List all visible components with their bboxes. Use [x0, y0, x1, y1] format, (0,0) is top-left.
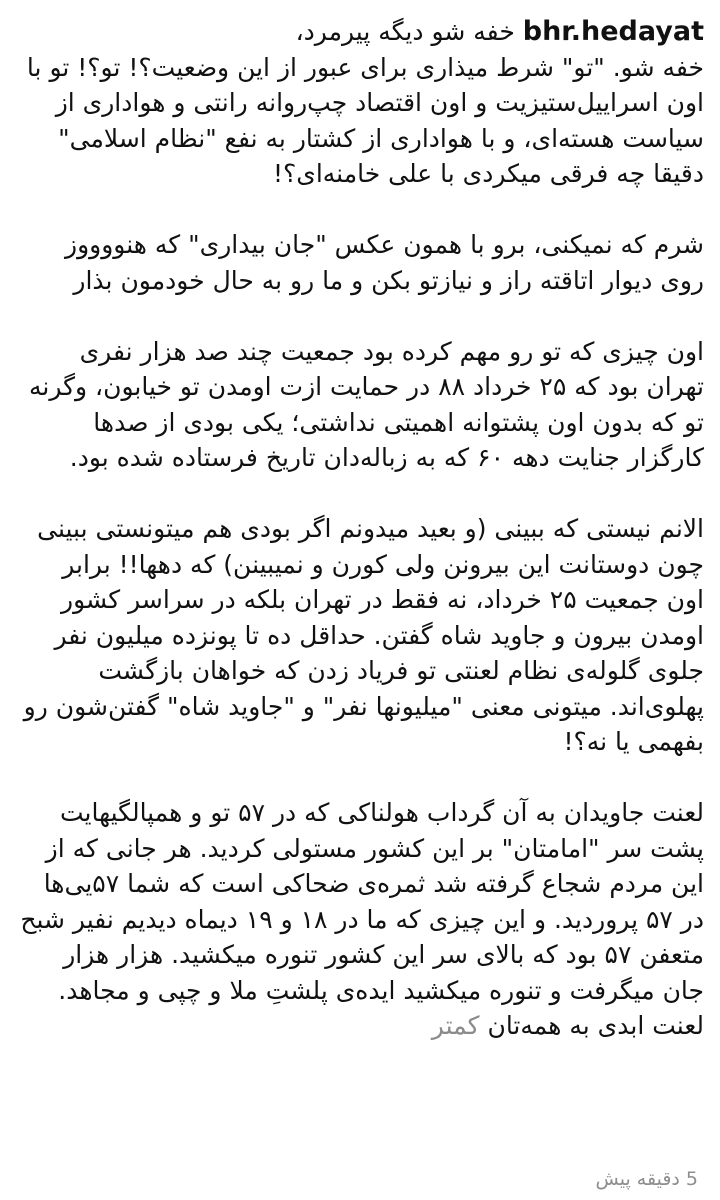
comment-paragraph: شرم که نمیکنی، برو با همون عکس "جان بیداری" که هنووووز روی دیوار اتاقته راز و نیازتو بکن و ما رو به حال خودمون بذار [65, 230, 704, 295]
paragraph-gap [20, 298, 704, 334]
comment-first-line [20, 14, 704, 50]
comment-last-line [20, 1008, 704, 1044]
comment-text-line: لعنت ابدی به همه‌تان [487, 1011, 704, 1040]
comment-timestamp: 5 دقیقه پیش [595, 1168, 698, 1190]
paragraph-gap [20, 476, 704, 512]
comment-paragraph: خفه شو. "تو" شرط میذاری برای عبور از این وضعیت؟! تو؟! تو با اون اسراییل‌ستیزیت و اون اقتصاد چپ‌روانه رانتی و هواداری از سیاست هسته‌ای، و با هواداری از کشتار به نفع "نظام اسلامی" دقیقا چه فرقی میکردی با علی خامنه‌ای؟! [26, 52, 704, 188]
comment-paragraph: لعنت جاویدان به آن گرداب هولناکی که در ۵۷ تو و همپالگیهایت پشت سر "امامتان" بر این کشور مستولی کردید. هر جانی که از این مردم شجاع گرفته شد ثمره‌ی ضحاکی است که شما ۵۷یی‌ها در ۵۷ پروردید. و این چیزی که ما در ۱۸ و ۱۹ دیماه دیدیم نفیر شبح متعفن ۵۷ بود که بالای سر این کشور تنوره میکشید. هزار هزار جان میگرفت و تنوره میکشید ایده‌ی پلشتِ ملا و چپی و مجاهد. [20, 798, 704, 1005]
comment-body [20, 14, 704, 1044]
paragraph-gap [20, 192, 704, 228]
show-less-link[interactable]: کمتر [431, 1011, 480, 1040]
comment-paragraph: الانم نیستی که ببینی (و بعید میدونم اگر بودی هم میتونستی ببینی چون دوستانت این بیرونن ولی کورن و نمیبینن) که دهها!! برابر اون جمعیت ۲۵ خرداد، نه فقط در تهران بلکه در سراسر کشور اومدن بیرون و جاوید شاه گفتن. حداقل ده تا پونزده میلیون نفر جلوی گلوله‌ی نظام لعنتی تو فریاد زدن که خواهان بازگشت پهلوی‌اند. میتونی معنی "میلیونها نفر" و "جاوید شاه" گفتن‌شون رو بفهمی یا نه؟! [23, 514, 704, 756]
paragraph-gap [20, 760, 704, 796]
comment-text-line: خفه شو دیگه پیرمرد، [295, 17, 515, 46]
comment-paragraph: اون چیزی که تو رو مهم کرده بود جمعیت چند صد هزار نفری تهران بود که ۲۵ خرداد ۸۸ در حمایت ازت اومدن تو خیابون، وگرنه تو که بدون اون پشتوانه اهمیتی نداشتی؛ یکی بودی از صدها کارگزار جنایت دهه ۶۰ که به زباله‌دان تاریخ فرستاده شده بود. [28, 336, 704, 472]
username-link[interactable]: bhr.hedayat [522, 16, 704, 47]
